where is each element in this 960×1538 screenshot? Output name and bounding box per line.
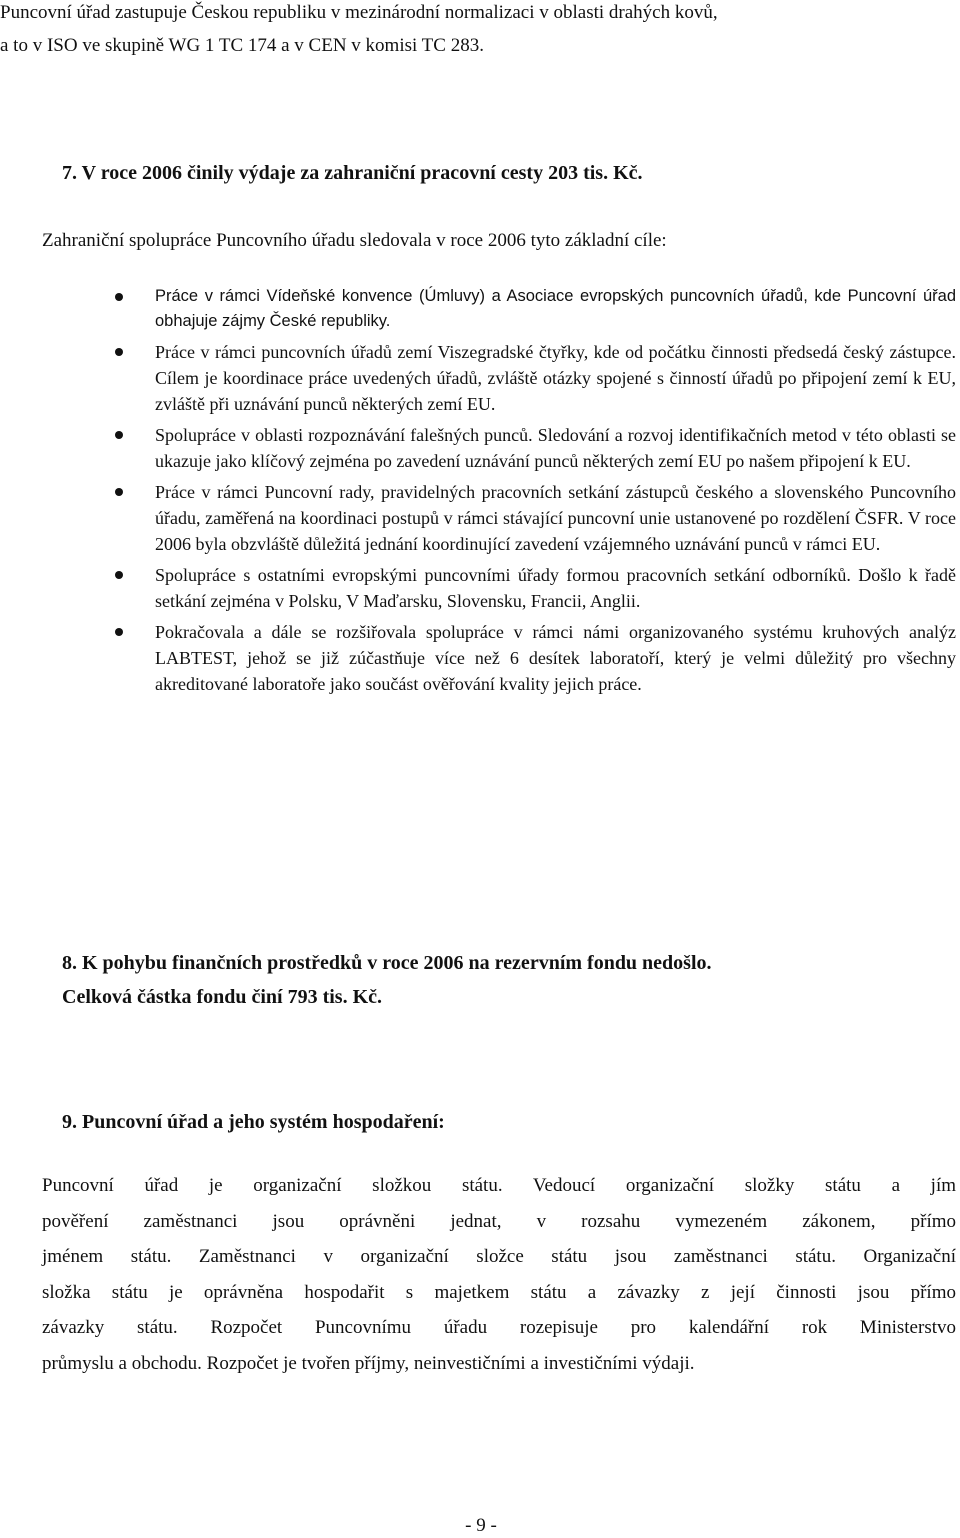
list-item — [104, 479, 956, 557]
page-number — [0, 1514, 960, 1538]
bullet-icon — [115, 488, 123, 496]
paragraph-line: závazky státu. Rozpočet Puncovnímu úřadu rozepisuje pro kalendářní rok Ministerstvo — [42, 1317, 956, 1338]
paragraph-line: pověření zaměstnanci jsou oprávněni jednat, v rozsahu vymezeném zákonem, přímo — [42, 1210, 956, 1232]
list-item-text: Spolupráce v oblasti rozpoznávání falešných punců. Sledování a rozvoj identifikačních metod v této oblasti se ukazuje jako klíčový zejména po zavedení uznávání punců některých zemí EU po našem připojení k EU. — [155, 425, 956, 471]
section-8-line-1: 8. K pohybu finančních prostředků v roce 2006 na rezervním fondu nedošlo. — [62, 952, 712, 974]
list-item — [104, 422, 956, 474]
intro-line-1: Puncovní úřad zastupuje Českou republiku v mezinárodní normalizaci v oblasti drahých kovů, — [0, 2, 718, 23]
paragraph-line: jménem státu. Zaměstnanci v organizační složce státu jsou zaměstnanci státu. Organizační — [42, 1246, 956, 1267]
list-item — [104, 562, 956, 614]
goals-list — [104, 284, 956, 702]
list-item — [104, 339, 956, 417]
list-item-text: Práce v rámci Vídeňské konvence (Úmluvy) a Asociace evropských puncovních úřadů, kde Puncovní úřad obhajuje zájmy České republiky. — [155, 287, 956, 330]
list-item — [104, 284, 956, 334]
paragraph-line: Puncovní úřad je organizační složkou státu. Vedoucí organizační složky státu a jím — [42, 1175, 956, 1196]
section-8-heading — [62, 946, 960, 1014]
list-item-text: Pokračovala a dále se rozšiřovala spolupráce v rámci námi organizovaného systému kruhových analýz LABTEST, jehož se již zúčastňuje více než 6 desítek laboratoří, který je velmi důležitý pro všechny akreditované laboratoře jako součást ověřování kvality jejich práce. — [155, 622, 956, 694]
section-9-heading: 9. Puncovní úřad a jeho systém hospodaření: — [62, 1111, 445, 1133]
section-9-paragraph — [42, 1168, 956, 1381]
list-item-text: Práce v rámci Puncovní rady, pravidelných pracovních setkání zástupců českého a slovenského Puncovního úřadu, zaměřená na koordinaci postupů v rámci stávající puncovní unie ustanovené po rozdělení ČSFR. V roce 2006 byla obzvláště důležitá jednání koordinující zavedení vzájemného uznávání punců v rámci EU. — [155, 482, 956, 554]
bullet-icon — [115, 293, 123, 301]
paragraph-line: složka státu je oprávněna hospodařit s majetkem státu a závazky z její činnosti jsou přímo — [42, 1281, 956, 1303]
section-8-line-2: Celková částka fondu činí 793 tis. Kč. — [62, 986, 383, 1008]
list-item-text: Spolupráce s ostatními evropskými puncovními úřady formou pracovních setkání odborníků. Došlo k řadě setkání zejména v Polsku, V Maďarsku, Slovensku, Francii, Anglii. — [155, 565, 956, 611]
section-7-intro: Zahraniční spolupráce Puncovního úřadu sledovala v roce 2006 tyto základní cíle: — [42, 230, 667, 251]
intro-paragraph — [0, 0, 930, 62]
bullet-icon — [115, 431, 123, 439]
list-item-text: Práce v rámci puncovních úřadů zemí Viszegradské čtyřky, kde od počátku činnosti předsedá český zástupce. Cílem je koordinace práce uvedených úřadů, zvláště otázky spojené s činností úřadů po připojení zemí k EU, zvláště při uznávání punců některých zemí EU. — [155, 342, 956, 414]
bullet-icon — [115, 571, 123, 579]
section-7-heading: 7. V roce 2006 činily výdaje za zahraniční pracovní cesty 203 tis. Kč. — [62, 162, 643, 184]
list-item — [104, 619, 956, 697]
page-number-text: - 9 - — [465, 1515, 497, 1536]
intro-line-2: a to v ISO ve skupině WG 1 TC 174 a v CEN v komisi TC 283. — [0, 35, 484, 56]
paragraph-line: průmyslu a obchodu. Rozpočet je tvořen příjmy, neinvestičními a investičními výdaji. — [42, 1352, 695, 1374]
bullet-icon — [115, 348, 123, 356]
bullet-icon — [115, 628, 123, 636]
